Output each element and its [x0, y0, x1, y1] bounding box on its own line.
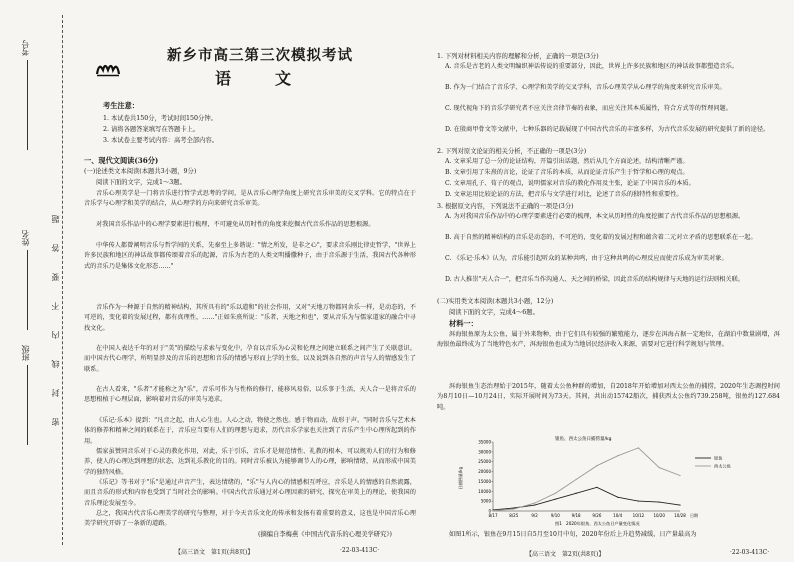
- data-point: [576, 479, 577, 480]
- question-option: B. 文章引用了朱熹的言论，论证了音乐的本质，从而论证音乐产生于哲学和心理的观点。: [445, 169, 689, 176]
- article-paragraph: 在古人看来，"乐者"才能称之为"乐"，音乐可作为与性格的修行，能移风易俗，以乐事于生活，天人合一是将音乐的思想根植于心理层面，影响着对音乐的审美与追求。: [84, 386, 416, 404]
- notice-heading: 考生注意：: [103, 101, 139, 110]
- seal-char: 不: [51, 302, 60, 310]
- series-line-2: [493, 448, 680, 511]
- question-stem: 2. 下列对原文论证的相关分析，不正确的一项是(3分): [437, 148, 587, 155]
- y-tick-label: 10000: [478, 488, 491, 494]
- legend-label: 银鱼: [714, 455, 723, 461]
- article-paragraph: 在中国人表达千年的对于"美"的描绘与求索与变化中，孕育以音乐为心灵和伦理之间建立联系之间产生了关联意识。而中国古代心理学，所明显涉及的音乐的思想和音乐的情感与形而上学的主张，以及说到各自然的声音与人的情感发生了联系。: [84, 345, 416, 373]
- kaohao-line: [27, 60, 28, 150]
- seal-char: 内: [51, 331, 60, 339]
- seal-line: [62, 15, 63, 545]
- data-point: [617, 455, 618, 456]
- data-point: [596, 487, 597, 488]
- notice-item: 2. 请将各题答案填写在答题卡上。: [103, 126, 200, 133]
- data-point: [659, 467, 660, 468]
- seal-char: 密: [51, 418, 60, 426]
- question-option: A. 文章采用了总一分的论证结构，开篇引出话题，然后从几个方面论述，结构清晰严谨。: [445, 158, 689, 165]
- x-tick-label: 10/12: [632, 513, 645, 518]
- binding-margin: [0, 0, 70, 562]
- article-paragraph: 洱海银鱼原为太公鱼，属于外来物种，由于它们具有较强的繁殖能力，逐步在洱海占据一定地位，在湖泊中数量剧增，洱海银鱼最终成为了当地特色水产，洱海银鱼也成为当地居民经济收入来源，需要对它进行科学规划与管理。: [437, 331, 780, 349]
- x-tick-label: 9/2: [531, 513, 538, 518]
- data-point: [492, 510, 493, 511]
- name-line: [27, 250, 28, 330]
- article-paragraph: 音乐作为一种源于自然的精神结构，其所具有的"乐以道和"的社会作用，又对"天地万物都同舍乐一样，是动态的，不可逆的，变化着的发展过程，都有真理性，……"正如朱熹所说："乐者，天地之和也"，要从音乐为与儒家道家的融合中寻找文化。: [84, 304, 416, 332]
- y-axis-label: 日捕捞量/kg: [458, 466, 463, 490]
- question-option: D. 在殷商甲骨文等文献中，七种乐器的记载展现了中国古代音乐的丰富多样，为古代音乐发展的研究提供了新的途径。: [445, 126, 770, 133]
- notice-item: 3. 本试卷主要考试内容：高考全部内容。: [103, 137, 219, 144]
- question-option: B. 作为一门结合了音乐学、心理学和美学的交叉学科，音乐心理美学从心理学的角度来研究音乐审美。: [445, 84, 726, 91]
- question-option: B. 高于自然的精神结构的音乐是动态的，不可逆的，变化着的发展过程和蕴含着二元对立矛盾的思想联系在一起。: [445, 234, 757, 241]
- article-source: (摘编自李梅燕《中国古代音乐的心理美学研究》): [258, 531, 392, 538]
- article-paragraph: 《乐记·乐本》提到："凡音之起，由人心生也。人心之动，物使之然也。感于物而动，故形于声。"同时音乐与艺术本体的修养和精神之间的联系在于，音乐应当要有人们的理想与追求，历代音乐学家也关注到了音乐产生中心理所起到的作用。: [84, 417, 416, 445]
- question-option: D. 古人推崇"天人合一"，把音乐当作沟通人、天之间的桥梁，因此音乐的结构规律与天地的运行法则相关联。: [445, 276, 744, 283]
- section-heading: 一、现代文阅读(36分): [84, 156, 159, 165]
- y-tick-label: 5000: [480, 498, 491, 504]
- chart-caption: 图1 2020年银鱼、西太公鱼日产量变化情况: [555, 521, 640, 526]
- y-tick-label: 30000: [478, 449, 491, 455]
- article-paragraph: 中华传人都曾阐明音乐与哲学间的关系，先秦至上多谐说："情之所发，是非之心"，要求音乐刚比律吏哲学，"世界上许多民族和地区的神话故事都传颂着音乐的起源，音乐为古老的人类文明播撒种子，由于音乐源于生活，我国古代各种形式的音乐乃是集体文化形态……": [84, 242, 416, 270]
- y-tick-label: 35000: [478, 439, 491, 445]
- seal-char: 答: [51, 244, 60, 252]
- article-paragraph: 洱海银鱼生态治理始于2015年，随着太公鱼种群的增加，自2018年开始增加对西太公鱼的捕捞，2020年生态调控时间为8月10日—10月24日，实际开展时间为73天。其间，共出动15742船次，捕获西太公鱼约739.258吨，银鱼约127.684吨。: [437, 383, 780, 411]
- data-point: [659, 502, 660, 503]
- instruction: 阅读下面的文字，完成4～6题。: [449, 309, 539, 316]
- subsection-heading: (二)实用类文本阅读(本题共3小题，12分): [437, 298, 554, 305]
- exam-subject: 语 文: [214, 69, 305, 88]
- page-footer-code: ·22-03-413C·: [730, 549, 770, 556]
- data-point: [638, 447, 639, 448]
- question-option: C. 文章用孔子、荀子的观点，说明儒家对音乐的教化作用及主张，论证了中国音乐的本质。: [445, 180, 695, 187]
- data-point: [534, 504, 535, 505]
- publisher-logo: [95, 58, 121, 78]
- y-tick-label: 20000: [478, 469, 491, 475]
- seal-char: 封: [51, 389, 60, 397]
- data-point: [555, 493, 556, 494]
- y-tick-label: 15000: [478, 478, 491, 484]
- page-footer-label: 【高三语文 第2页(共8页)】: [526, 551, 605, 558]
- data-point: [638, 501, 639, 502]
- seal-char: 题: [51, 215, 60, 223]
- chart-title: 银鱼、西太公鱼日捕捞量/kg: [555, 437, 612, 442]
- x-unit-label: 日期: [690, 513, 698, 518]
- instruction: 阅读下面的文字，完成1～3题。: [96, 179, 186, 186]
- y-tick-label: 0: [488, 508, 491, 514]
- article-paragraph: 总之，我国古代音乐心理美学的研究与整理，对于今天音乐文化的传承和发扬有着重要的意义，这也是中国音乐心理美学研究开辟了一条新的道路。: [84, 510, 416, 528]
- catch-line-chart: [455, 434, 770, 527]
- x-tick-label: 10/28: [674, 513, 686, 518]
- data-point: [513, 508, 514, 509]
- material-label: 材料一：: [449, 319, 478, 328]
- data-point: [617, 497, 618, 498]
- kaohao-label: 考号: [21, 40, 30, 56]
- exam-title: 新乡市高三第三次模拟考试: [167, 47, 353, 64]
- x-tick-label: 10/20: [653, 513, 665, 518]
- question-option: C. 现代视角下的音乐学研究者不应关注音律节奏的表象，而应关注其本质属性，符合方式等的哲理问题。: [445, 105, 732, 112]
- subsection-heading: (一)论述类文本阅读(本题共3小题，9分): [84, 168, 197, 175]
- notice-item: 1. 本试卷共150分，考试时间150分钟。: [103, 115, 217, 122]
- class-label: 班级: [21, 345, 30, 361]
- article-paragraph: 对我国音乐作品中的心理学要素进行梳理，不可避免从历时性的角度来挖掘古代音乐作品的思想根源。: [96, 221, 375, 228]
- x-tick-label: 10/4: [613, 513, 623, 518]
- data-point: [679, 475, 680, 476]
- data-point: [679, 504, 680, 505]
- seal-char: 线: [51, 360, 60, 368]
- name-label: 姓名: [21, 230, 30, 246]
- seal-char: 要: [51, 273, 60, 281]
- x-tick-label: 9/26: [592, 513, 602, 518]
- question-option: A. 为对我国音乐作品中的心理学要素进行必要的梳理，本文从历时性的角度挖掘了古代音乐作品的思想根源。: [445, 213, 745, 220]
- question-stem: 1. 下列对材料相关内容的理解和分析，正确的一项是(3分): [437, 53, 599, 60]
- question-option: A. 音乐是古老的人类文明编织神话传说的重要部分，因此，世界上许多民族和地区的神话故事都塑造音乐。: [445, 63, 739, 70]
- article-paragraph: 《乐记》等书对于"乐"是通过声音产生，表达情绪的，"乐"与人内心的情感相互呼应，音乐是人的情感的自然流露，而且音乐的形式和内容也受到了当时社会的影响。中国古代音乐通过对心理因素的研究，探究在审美上的理论，使我国的音乐理论发展至今。: [84, 479, 416, 507]
- x-tick-label: 9/10: [550, 513, 560, 518]
- question-option: D. 文章运用比较论证的方法，把音乐与文学进行对比，论述了音乐的独特性和重要性。: [445, 191, 683, 198]
- class-line: [27, 365, 28, 445]
- data-point: [534, 503, 535, 504]
- data-point: [555, 499, 556, 500]
- y-tick-label: 25000: [478, 459, 491, 465]
- page-footer-code: ·22-03-413C·: [340, 547, 380, 554]
- x-tick-label: 8/17: [488, 513, 498, 518]
- data-point: [596, 465, 597, 466]
- data-point: [576, 493, 577, 494]
- question-stem: 3. 根据原文内容，下列说法不正确的一项是(3分): [437, 203, 574, 210]
- legend-label: 西太公鱼: [714, 463, 731, 469]
- x-tick-label: 8/25: [509, 513, 519, 518]
- article-paragraph: 如图1所示，银鱼在9月15日自5月至10月中旬，2020年份后上升趋势减缓，日产量最高为: [449, 531, 697, 538]
- article-paragraph: 儒家虽赞同音乐对于心灵的教化作用，对此，乐于引乐，音乐才是规范情性、礼教的根本，可以规劝人们的行为和修养，使人的心理达到理想的状态，达到礼乐教化的目的。同时音乐被认为能够调节人的心理，影响情绪，从而形成中国美学的独特风格。: [84, 448, 416, 476]
- question-option: C. 《乐记·乐本》认为，音乐能引起听众的某种共鸣，由于这种共鸣的心理反应而使音乐成为审美对象。: [445, 255, 728, 262]
- x-tick-label: 9/18: [571, 513, 581, 518]
- article-paragraph: 音乐心理美学是一门将音乐进行哲学式思考的学问，是从音乐心理学角度上研究音乐审美的交叉学科。它的特点在于音乐学与心理学和美学的结合，从心理学的方向来研究音乐审美。: [84, 190, 416, 208]
- page-footer-label: 【高三语文 第1页(共8页)】: [175, 549, 254, 556]
